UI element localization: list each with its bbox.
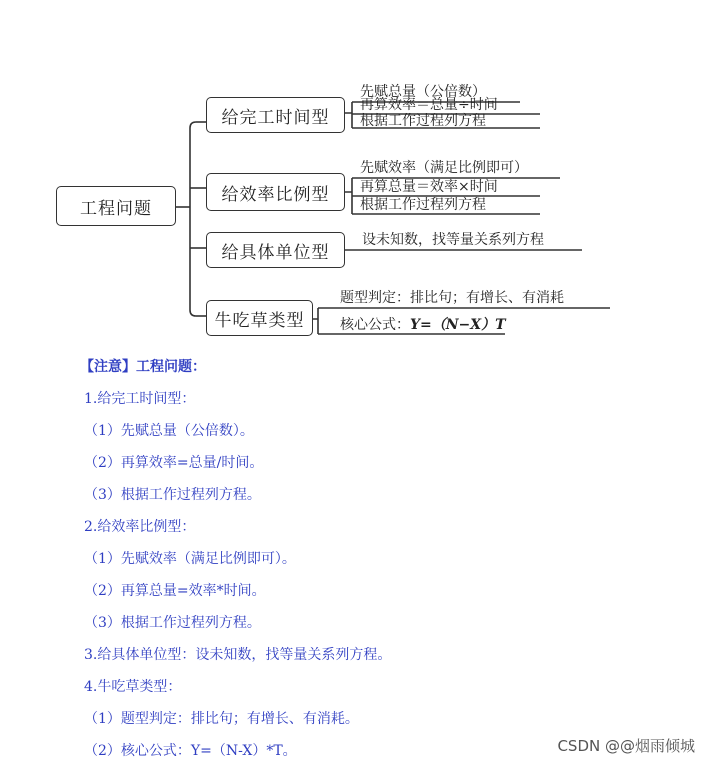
note-line: 2.给效率比例型：	[84, 519, 196, 535]
note-line: （2）再算总量=效率*时间。	[84, 583, 266, 599]
leaf-1-2: 再算效率＝总量÷时间	[360, 97, 498, 113]
leaf-2-1: 先赋效率（满足比例即可）	[360, 160, 528, 176]
note-line: 1.给完工时间型：	[84, 391, 196, 407]
note-line: 4.牛吃草类型：	[84, 679, 182, 695]
note-line: （1）先赋总量（公倍数）。	[84, 423, 254, 439]
note-line: （1）先赋效率（满足比例即可）。	[84, 551, 296, 567]
note-line: 3.给具体单位型：设未知数，找等量关系列方程。	[84, 647, 392, 663]
watermark: CSDN @@烟雨倾城	[557, 737, 695, 755]
branch-node-1: 给完工时间型	[206, 97, 345, 133]
root-node: 工程问题	[56, 186, 176, 226]
formula-prefix: 核心公式：	[340, 317, 410, 333]
branch-node-4: 牛吃草类型	[206, 300, 313, 336]
leaf-1-3: 根据工作过程列方程	[360, 113, 486, 129]
note-line: （2）核心公式：Y=（N-X）*T。	[84, 743, 297, 759]
leaf-4-1: 题型判定：排比句；有增长、有消耗	[340, 290, 564, 306]
leaf-2-2: 再算总量＝效率×时间	[360, 179, 498, 195]
leaf-3-1: 设未知数，找等量关系列方程	[362, 232, 544, 248]
formula-expression: Y=（N−X）T	[410, 317, 506, 333]
leaf-2-3: 根据工作过程列方程	[360, 197, 486, 213]
note-line: （2）再算效率=总量/时间。	[84, 455, 264, 471]
mind-map	[0, 0, 709, 350]
note-line: （1）题型判定：排比句；有增长、有消耗。	[84, 711, 359, 727]
note-header: 【注意】工程问题：	[80, 359, 206, 375]
leaf-4-formula	[340, 316, 506, 334]
leaf-1-1: 先赋总量（公倍数）	[360, 84, 486, 100]
branch-node-2: 给效率比例型	[206, 173, 345, 211]
branch-node-3: 给具体单位型	[206, 232, 345, 268]
note-line: （3）根据工作过程列方程。	[84, 615, 261, 631]
note-line: （3）根据工作过程列方程。	[84, 487, 261, 503]
